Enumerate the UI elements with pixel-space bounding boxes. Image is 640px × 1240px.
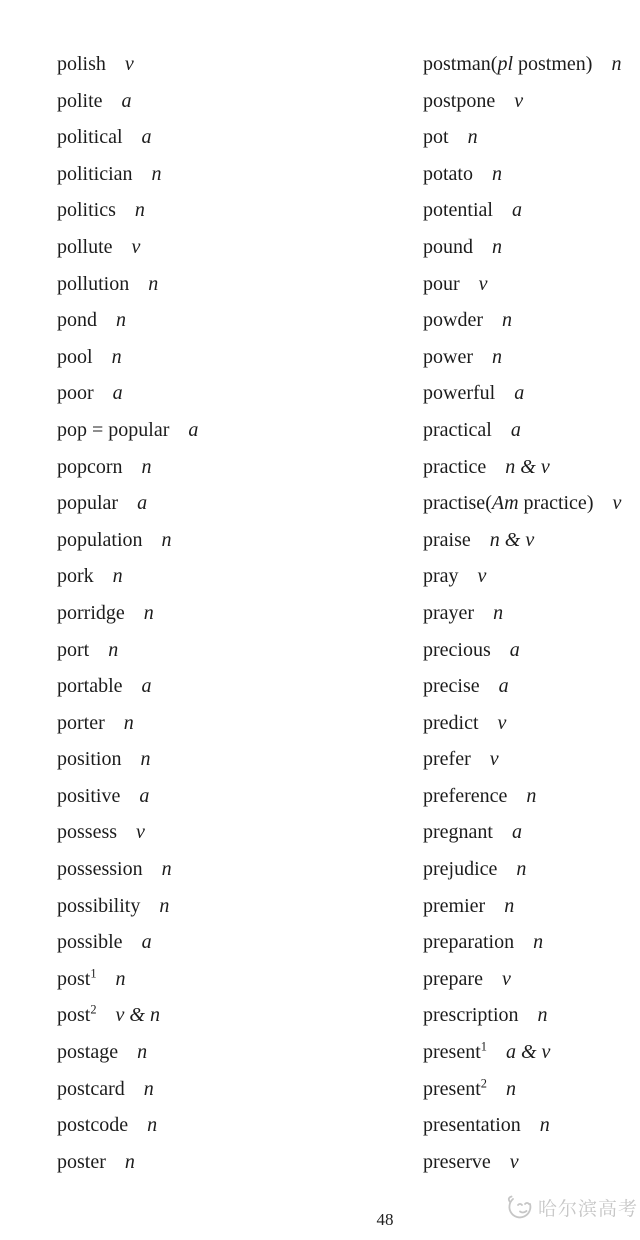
vocab-word: pregnant xyxy=(423,821,493,844)
part-of-speech: n xyxy=(526,784,537,807)
homograph-superscript: 1 xyxy=(90,966,97,981)
homograph-superscript: 2 xyxy=(480,1075,487,1090)
vocab-word: pour xyxy=(423,272,460,295)
vocab-entry xyxy=(57,1071,423,1108)
part-of-speech: n xyxy=(492,235,502,258)
vocab-word: pot xyxy=(423,126,449,149)
vocab-word: practical xyxy=(423,418,492,441)
part-of-speech: n & v xyxy=(489,528,535,551)
vocab-word: poster xyxy=(57,1150,106,1173)
part-of-speech: v xyxy=(124,53,134,75)
part-of-speech: n xyxy=(112,565,123,588)
vocab-word: postcode xyxy=(57,1114,129,1137)
vocab-entry xyxy=(423,668,640,705)
vocab-word: position xyxy=(57,748,122,771)
part-of-speech: a xyxy=(141,126,152,149)
vocab-word: powerful xyxy=(423,382,496,405)
part-of-speech: n xyxy=(505,1077,516,1100)
part-of-speech: n xyxy=(147,1114,158,1137)
vocab-entry xyxy=(423,522,640,559)
vocab-entry xyxy=(423,46,640,83)
vocab-word: prescription xyxy=(423,1004,519,1027)
part-of-speech: n xyxy=(116,309,126,332)
part-of-speech: n xyxy=(611,53,622,75)
vocab-word: preparation xyxy=(423,931,515,954)
part-of-speech: n xyxy=(161,858,172,881)
vocab-entry xyxy=(423,1107,640,1144)
vocab-entry xyxy=(57,449,423,486)
part-of-speech: a xyxy=(510,418,521,441)
part-of-speech: n xyxy=(539,1114,550,1137)
part-of-speech: n xyxy=(467,126,478,149)
vocab-entry xyxy=(57,1034,423,1071)
vocab-word: possession xyxy=(57,858,143,881)
vocab-word: possible xyxy=(57,931,123,954)
vocab-word: prefer xyxy=(423,748,471,771)
part-of-speech: n xyxy=(143,1077,154,1100)
vocab-entry xyxy=(423,632,640,669)
part-of-speech: n xyxy=(151,162,162,185)
vocab-word: polite xyxy=(57,89,103,112)
vocab-entry xyxy=(57,192,423,229)
part-of-speech: v xyxy=(478,272,488,295)
vocab-word: possess xyxy=(57,821,118,844)
part-of-speech: a xyxy=(498,675,509,698)
watermark-face-icon xyxy=(506,1195,534,1221)
part-of-speech: n xyxy=(137,1041,148,1064)
part-of-speech: n xyxy=(533,931,544,954)
vocab-word: porridge xyxy=(57,601,125,624)
vocab-word: preference xyxy=(423,784,508,807)
vocab-entry xyxy=(57,375,423,412)
part-of-speech: n xyxy=(143,601,154,624)
vocab-word: powder xyxy=(423,309,483,332)
vocab-entry xyxy=(57,266,423,303)
part-of-speech: n xyxy=(123,711,134,734)
vocab-word: possibility xyxy=(57,894,141,917)
part-of-speech: a xyxy=(112,382,123,405)
part-of-speech: n & v xyxy=(505,455,550,478)
watermark-text: 哈尔滨高考 xyxy=(538,1199,639,1220)
part-of-speech: n xyxy=(492,162,502,185)
part-of-speech: n xyxy=(161,528,172,551)
vocab-word: potential xyxy=(423,199,493,222)
part-of-speech: a xyxy=(514,382,525,405)
vocab-entry xyxy=(423,156,640,193)
part-of-speech: v xyxy=(131,235,141,258)
vocab-entry xyxy=(423,302,640,339)
vocab-word: pork xyxy=(57,565,94,588)
vocab-word: power xyxy=(423,345,473,368)
vocab-entry xyxy=(57,302,423,339)
vocab-entry xyxy=(423,1144,640,1181)
vocab-word: politics xyxy=(57,199,116,222)
vocab-entry xyxy=(57,522,423,559)
vocab-word: porter xyxy=(57,711,105,734)
inline-italic-label: Am xyxy=(491,492,519,515)
part-of-speech: v xyxy=(514,89,524,112)
vocab-word: pool xyxy=(57,345,93,368)
vocab-entry xyxy=(57,851,423,888)
part-of-speech: a xyxy=(511,199,522,222)
vocab-word: precious xyxy=(423,638,491,661)
vocab-word: popcorn xyxy=(57,455,123,478)
vocab-entry xyxy=(423,266,640,303)
part-of-speech: v xyxy=(612,492,622,515)
vocab-entry xyxy=(57,83,423,120)
vocab-word: predict xyxy=(423,711,479,734)
part-of-speech: n xyxy=(491,345,502,368)
part-of-speech: n xyxy=(140,748,151,771)
part-of-speech: n xyxy=(493,601,504,624)
vocab-entry xyxy=(423,924,640,961)
vocab-word: praise xyxy=(423,528,471,551)
vocab-entry xyxy=(423,778,640,815)
vocab-entry xyxy=(57,119,423,156)
vocab-word: presentation xyxy=(423,1114,521,1137)
vocab-entry xyxy=(57,229,423,266)
part-of-speech: v & n xyxy=(115,1004,160,1027)
vocab-word: present$^2$ xyxy=(423,1075,487,1100)
part-of-speech: a xyxy=(141,931,152,954)
vocab-word: poor xyxy=(57,382,94,405)
part-of-speech: n xyxy=(516,858,527,881)
vocab-entry xyxy=(57,339,423,376)
part-of-speech: n xyxy=(504,894,515,917)
vocab-word: polish xyxy=(57,53,106,75)
vocab-entry xyxy=(423,412,640,449)
part-of-speech: n xyxy=(148,272,159,295)
vocab-word: pray xyxy=(423,565,459,588)
vocab-word: positive xyxy=(57,784,121,807)
vocab-word: pollute xyxy=(57,235,113,258)
vocab-entry xyxy=(57,961,423,998)
part-of-speech: a xyxy=(139,784,150,807)
vocab-entry xyxy=(57,778,423,815)
vocab-word: practise(Am practice) xyxy=(423,492,594,515)
vocab-entry xyxy=(57,1144,423,1181)
vocab-entry xyxy=(423,449,640,486)
part-of-speech: a xyxy=(509,638,520,661)
vocab-word: postage xyxy=(57,1041,119,1064)
part-of-speech: n xyxy=(159,894,170,917)
vocab-word: potato xyxy=(423,162,473,185)
part-of-speech: n xyxy=(108,638,119,661)
vocab-entry xyxy=(57,705,423,742)
homograph-superscript: 1 xyxy=(480,1039,487,1054)
vocab-entry xyxy=(57,814,423,851)
inline-italic-label: pl xyxy=(497,53,513,75)
vocab-entry xyxy=(423,339,640,376)
vocab-entry xyxy=(423,192,640,229)
vocab-word: premier xyxy=(423,894,486,917)
vocab-entry xyxy=(423,851,640,888)
part-of-speech: n xyxy=(134,199,145,222)
homograph-superscript: 2 xyxy=(90,1002,97,1017)
vocab-entry xyxy=(57,668,423,705)
vocab-word: politician xyxy=(57,162,133,185)
vocab-entry xyxy=(57,485,423,522)
part-of-speech: v xyxy=(501,967,511,990)
part-of-speech: n xyxy=(115,967,126,990)
vocab-word: popular xyxy=(57,492,119,515)
part-of-speech: a xyxy=(511,821,522,844)
part-of-speech: v xyxy=(497,711,507,734)
part-of-speech: v xyxy=(489,748,499,771)
vocab-word: population xyxy=(57,528,143,551)
vocab-entry xyxy=(423,741,640,778)
vocab-entry xyxy=(57,412,423,449)
vocab-entry xyxy=(423,375,640,412)
part-of-speech: v xyxy=(509,1150,519,1173)
vocab-entry xyxy=(57,997,423,1034)
vocab-column-right xyxy=(423,46,640,1180)
vocab-entry xyxy=(423,705,640,742)
part-of-speech: n xyxy=(501,309,512,332)
vocab-word: pound xyxy=(423,235,473,258)
vocab-word: prejudice xyxy=(423,858,498,881)
vocab-word: postcard xyxy=(57,1077,125,1100)
part-of-speech: a xyxy=(188,418,199,441)
vocab-word: precise xyxy=(423,675,480,698)
vocab-entry xyxy=(57,924,423,961)
page-number: 48 xyxy=(376,1210,394,1229)
vocab-entry xyxy=(423,83,640,120)
vocab-entry xyxy=(57,46,423,83)
vocab-entry xyxy=(423,814,640,851)
part-of-speech: a xyxy=(121,89,132,112)
vocab-entry xyxy=(423,595,640,632)
vocab-entry xyxy=(423,961,640,998)
vocab-entry xyxy=(423,888,640,925)
vocab-entry xyxy=(423,229,640,266)
vocab-entry xyxy=(57,1107,423,1144)
vocab-word: postman(pl postmen) xyxy=(423,53,593,75)
part-of-speech: n xyxy=(124,1150,135,1173)
vocab-entry xyxy=(423,485,640,522)
vocab-word: pond xyxy=(57,309,97,332)
vocab-word: pollution xyxy=(57,272,130,295)
vocab-entry xyxy=(423,1071,640,1108)
part-of-speech: v xyxy=(136,821,145,844)
part-of-speech: a xyxy=(141,675,152,698)
vocab-entry xyxy=(57,156,423,193)
vocab-entry xyxy=(423,1034,640,1071)
vocab-entry xyxy=(423,997,640,1034)
vocab-word: postpone xyxy=(423,89,496,112)
vocab-entry xyxy=(57,595,423,632)
watermark xyxy=(506,1194,638,1221)
vocab-entry xyxy=(57,741,423,778)
vocab-word: post$^1$ xyxy=(57,966,97,990)
vocab-word: present$^1$ xyxy=(423,1039,487,1064)
vocab-column-left xyxy=(57,46,423,1180)
vocab-word: prayer xyxy=(423,601,475,624)
vocab-word: practice xyxy=(423,455,487,478)
vocab-word: preserve xyxy=(423,1150,491,1173)
vocab-entry xyxy=(423,119,640,156)
vocab-word: post$^2$ xyxy=(57,1002,97,1027)
vocab-entry xyxy=(57,632,423,669)
part-of-speech: v xyxy=(477,565,487,588)
part-of-speech: n xyxy=(111,345,122,368)
part-of-speech: n xyxy=(537,1004,548,1027)
vocab-entry xyxy=(423,558,640,595)
part-of-speech: n xyxy=(141,455,152,478)
vocab-word: political xyxy=(57,126,123,149)
vocab-word: prepare xyxy=(423,967,483,990)
part-of-speech: a xyxy=(137,492,148,515)
vocab-entry xyxy=(57,558,423,595)
vocab-entry xyxy=(57,888,423,925)
vocab-word: portable xyxy=(57,675,123,698)
vocab-word: pop = popular xyxy=(57,418,170,441)
part-of-speech: a & v xyxy=(505,1041,551,1064)
vocab-word: port xyxy=(57,638,90,661)
